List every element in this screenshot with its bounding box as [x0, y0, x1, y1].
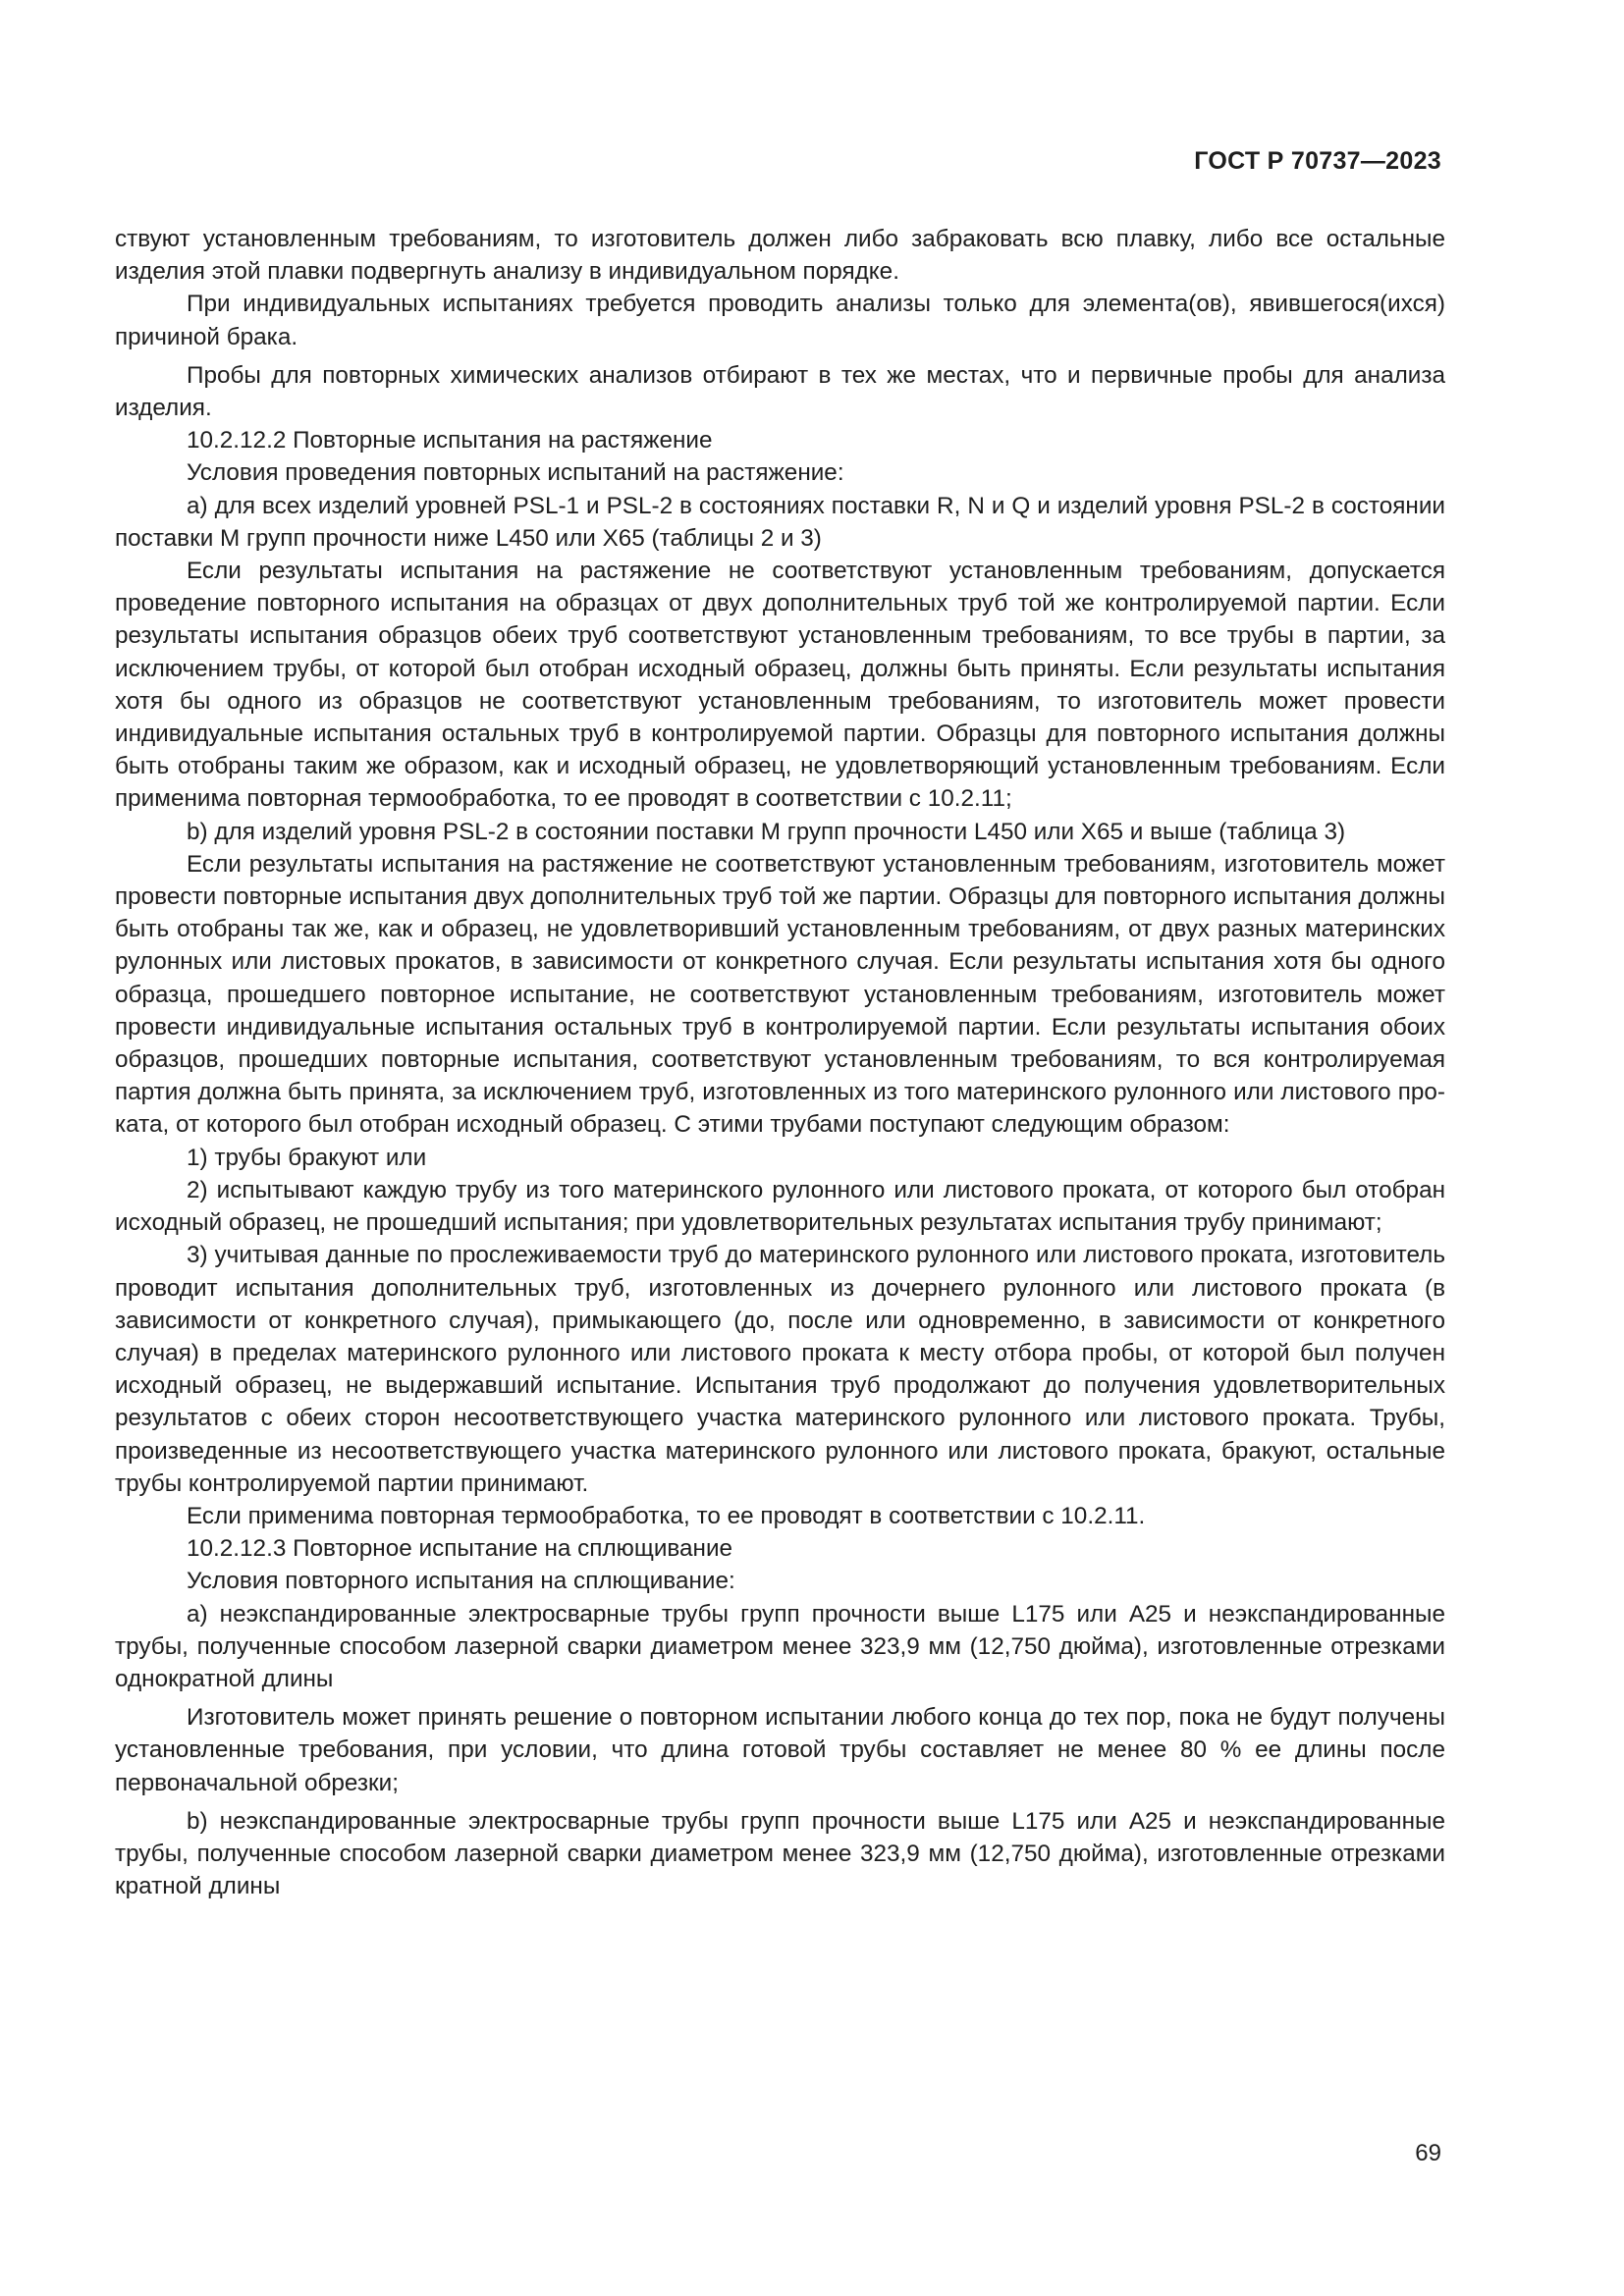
document-code-header: ГОСТ Р 70737—2023	[1194, 147, 1441, 175]
paragraph-tensile-retest: Если результаты испытания на растяжение не соответствуют установленным требованиям, изготовитель может провести повторные испытания двух дополнительных труб той же партии. Образцы для повторного испытания должны быть отобраны так же, как и образец, не удовлетворивший установленным требованиям, от двух разных материнских рулонных или листовых прокатов, в зависимости от конкретного случая. Если результаты испытания хотя бы одного образца, прошедшего повторное испытание, не соответствуют установленным требованиям, изготовитель может провести индивидуальные испытания остальных труб в контролируемой партии. Если результаты испытания обоих образцов, прошедших повторные испытания, соответствуют установленным требованиям, то вся контролируемая партия должна быть принята, за исключением труб, изготовленных из того материнского рулонного или листового проката, от которого был отобран исходный образец. С этими трубами поступают следующим образом:	[115, 850, 1445, 1139]
paragraph-flattening-conditions: Условия повторного испытания на сплющивание:	[187, 1568, 735, 1595]
list-item-b-multiple-length: b) неэкспандированные электросварные трубы групп прочности выше L175 или А25 и неэкспандированные трубы, полученные способом лазерной сварки диаметром менее 323,9 мм (12,750 дюйма), изготовленные отрезками кратной длины	[115, 1807, 1445, 1900]
paragraph-repeat-samples: Пробы для повторных химических анализов отбирают в тех же местах, что и первичные пробы для анализа изделия.	[115, 361, 1445, 422]
paragraph-manufacturer-decision: Изготовитель может принять решение о повторном испытании любого конца до тех пор, пока не будут получены установленные требования, при условии, что длина готовой трубы составляет не менее 80 % ее длины после первоначальной обрезки;	[115, 1704, 1445, 1796]
paragraph-tensile-conditions: Условия проведения повторных испытаний на растяжение:	[187, 459, 844, 487]
list-item-b-psl2: b) для изделий уровня PSL-2 в состоянии поставки М групп прочности L450 или Х65 и выше (таблица 3)	[187, 818, 1346, 845]
paragraph-individual-tests: При индивидуальных испытаниях требуется проводить анализы только для элемента(ов), явившегося(ихся) причиной брака.	[115, 291, 1445, 350]
list-item-3-traceability: 3) учитывая данные по прослеживаемости труб до материнского рулонного или листового проката, изготовитель проводит испытания дополнительных труб, изготовленных из дочернего рулонного или листового проката (в зависимости от конкретного случая), примыкающего (до, после или одновременно, в зависимости от конкретного случая) в пределах материнского рулонного или листового проката к месту отбора пробы, от которой был получен исходный образец, не выдержавший испытание. Испытания труб продолжают до получения удовлетворительных результатов с обеих сторон несоответствующего участка материнского рулонного или листового проката. Трубы, произведенные из несоответствующего участка материнского рулонного или листового проката, бракуют, остальные трубы контролируемой партии принимают.	[115, 1242, 1445, 1497]
list-item-a-psl: а) для всех изделий уровней PSL-1 и PSL-2 в состояниях поставки R, N и Q и изделий уровня PSL-2 в состоянии поставки М групп прочности ниже L450 или Х65 (таблицы 2 и 3)	[115, 492, 1445, 552]
section-heading-10-2-12-2: 10.2.12.2 Повторные испытания на растяжение	[187, 427, 713, 454]
page-number: 69	[1415, 2140, 1441, 2166]
paragraph-tensile-results: Если результаты испытания на растяжение не соответствуют установленным требованиям, допускается проведение повторного испытания на образцах от двух дополнительных труб той же контролируемой партии. Если результаты испытания образцов обеих труб соответствуют установленным требованиям, то все трубы в партии, за исключением трубы, от которой был отобран исходный образец, должны быть приняты. Если результаты испытания хотя бы одного из образцов не соответствуют установленным требованиям, то изготовитель может провести индивидуальные испытания остальных труб в контролируемой партии. Образцы для повторного испытания должны быть отобраны таким же образом, как и исходный образец, не удовлетворяющий установленным требованиям. Если применима повторная термообработка, то ее проводят в соответствии с 10.2.11;	[115, 558, 1445, 813]
list-item-1-reject: 1) трубы бракуют или	[187, 1144, 427, 1171]
list-item-2-test-each: 2) испытывают каждую трубу из того материнского рулонного или листового проката, от которого был отобран исходный образец, не прошедший испытания; при удовлетворительных результатах испытания трубу принимают;	[115, 1176, 1445, 1237]
list-item-a-single-length: а) неэкспандированные электросварные трубы групп прочности выше L175 или А25 и неэкспандированные трубы, полученные способом лазерной сварки диаметром менее 323,9 мм (12,750 дюйма), изготовленные отрезками однократной длины	[115, 1600, 1445, 1692]
body-text	[115, 223, 1445, 1902]
paragraph-continuation: ствуют установленным требованиям, то изготовитель должен либо забраковать всю плавку, либо все остальные изделия этой плавки подвергнуть анализу в индивидуальном порядке.	[115, 226, 1445, 286]
section-heading-10-2-12-3: 10.2.12.3 Повторное испытание на сплющивание	[187, 1535, 733, 1563]
paragraph-heat-treatment: Если применима повторная термообработка, то ее проводят в соответствии с 10.2.11.	[187, 1502, 1146, 1529]
